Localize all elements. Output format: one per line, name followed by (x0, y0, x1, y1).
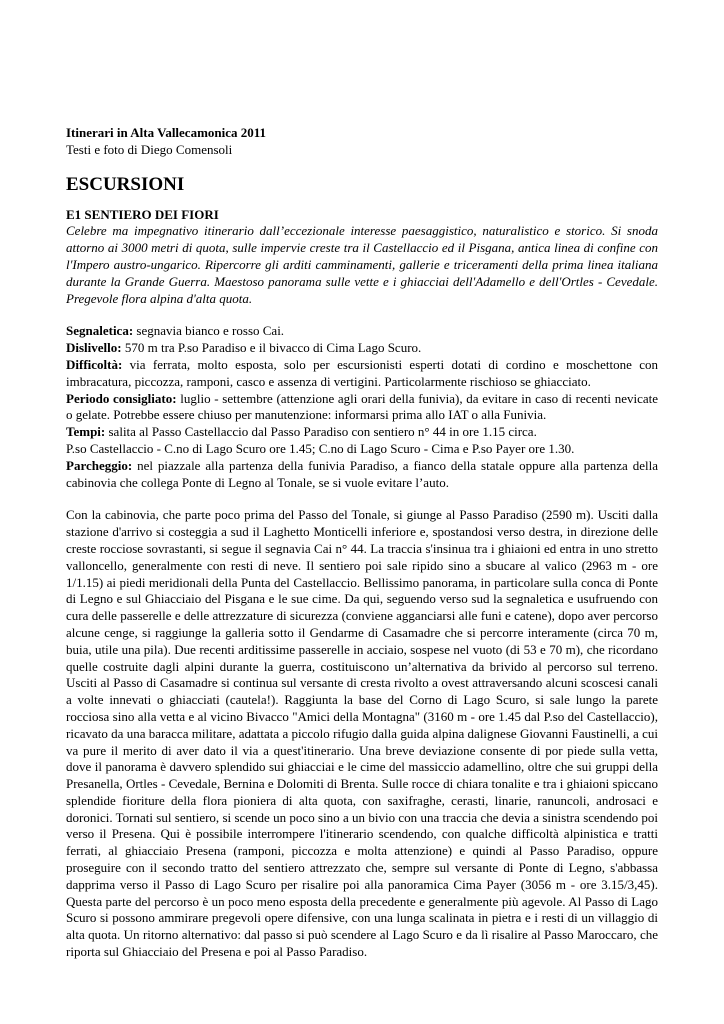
document-page (66, 125, 658, 961)
info-periodo (66, 391, 658, 425)
info-text: segnavia bianco e rosso Cai. (133, 323, 285, 339)
route-intro: Celebre ma impegnativo itinerario dall’eccezionale interesse paesaggistico, naturalistico e storico. Si snoda attorno ai 3000 metri di quota, sulle impervie creste tra il Castellaccio ed il Pisgana, antica linea di confine con l'Impero austro-ungarico. Ripercorre gli arditi camminamenti, gallerie e triceramenti della prima linea italiana durante la Grande Guerra. Maestoso panorama sulle vette e i ghiacciai dell'Adamello e dell'Ortles ‐ Cevedale. Pregevole flora alpina d'alta quota. (66, 223, 658, 306)
info-difficolta (66, 357, 658, 391)
info-label: Periodo consigliato: (66, 390, 177, 406)
spacer (66, 491, 658, 507)
info-parcheggio (66, 458, 658, 492)
info-dislivello (66, 340, 658, 357)
info-text: via ferrata, molto esposta, solo per escursionisti esperti dotati di cordino e moschettone con imbracatura, piccozza, ramponi, casco e assenza di vertigini. Particolarmente rischioso se ghiacciato. (66, 356, 658, 389)
route-description: Con la cabinovia, che parte poco prima del Passo del Tonale, si giunge al Passo Paradiso (2590 m). Usciti dalla stazione d'arrivo si costeggia a sud il Laghetto Monticelli inferiore e, spostandosi verso destra, in direzione delle creste rocciose sovrastanti, si segue il segnavia Cai n° 44. La traccia s'insinua tra i ghiaioni ed entra in uno stretto valloncello, generalmente con resti di neve. Il sentiero poi sale ripido sino a sbucare al valico (2963 m - ore 1/1.15) ai piedi meridionali della Punta del Castellaccio. Bellissimo panorama, in particolare sulla conca di Ponte di Legno e sul Ghiacciaio del Pisgana e le sue cime. Da qui, seguendo verso sud la segnaletica e usufruendo con cura delle passerelle e delle attrezzature di sicurezza (conviene agganciarsi alle funi e catene), dopo aver percorso alcune cenge, si raggiunge la galleria sotto il Gendarme di Casamadre che si percorre interamente (circa 70 m, buia, utile una pila). Due recenti arditissime passerelle in acciaio, sospese nel vuoto (di 53 e 70 m), che ricordano quelle costruite dagli alpini durante la guerra, costituiscono un’alternativa da brivido al percorso sul terreno. Usciti al Passo di Casamadre si continua sul versante di cresta rivolto a ovest attraversando alcuni scoscesi canali a volte innevati o ghiacciati (cautela!). Raggiunta la base del Corno di Lago Scuro, si sale lungo la parete rocciosa sino alla vetta e al vicino Bivacco "Amici della Montagna" (3160 m - ore 1.45 dal P.so del Castellaccio), ricavato da una baracca militare, adattata a piccolo rifugio dalla guida alpina dalignese Giovanni Faustinelli, a cui va pure il merito di aver dato il via a quest'itinerario. Una breve deviazione consente di por piede sulla vetta, dove il panorama è davvero splendido sui ghiacciai e le cime del massiccio adamellino, oltre che sui gruppi della Presanella, Ortles - Cevedale, Bernina e Dolomiti di Brenta. Sulle rocce di chiara tonalite e tra i ghiaioni spiccano splendide fioriture della flora pioniera di alta quota, con saxifraghe, cerasti, linarie, ranuncoli, androsaci e doronici. Tornati sul sentiero, si scende un poco sino a un bivio con una traccia che devia a sinistra scendendo poi verso il Presena. Qui è possibile interrompere l'itinerario scendendo, con qualche difficoltà alpinistica e tratti ferrati, al ghiacciaio Presena (ramponi, piccozza e molta attenzione) e quindi al Passo Paradiso, oppure proseguire con il secondo tratto del sentiero attrezzato che, sempre sul versante di Ponte di Legno, s'abbassa dapprima verso il Passo di Lago Scuro per risalire poi alla panoramica Cima Payer (3056 m ‐ ore 3.15/3,45). Questa parte del percorso è un poco meno esposta della precedente e generalmente più agevole. Al Passo di Lago Scuro si possono ammirare pregevoli opere difensive, con una lunga scalinata in pietra e i resti di un villaggio di alta quota. Un ritorno alternativo: dal passo si può scendere al Lago Scuro e da lì risalire al Passo Maroccaro, che riporta sul Ghiacciaio del Presena e poi al Passo Paradiso. (66, 507, 658, 960)
info-tempi (66, 424, 658, 441)
document-title: Itinerari in Alta Vallecamonica 2011 (66, 125, 267, 140)
info-segnaletica (66, 323, 658, 340)
spacer (66, 307, 658, 323)
info-text: P.so Castellaccio ‐ C.no di Lago Scuro ore 1.45; C.no di Lago Scuro ‐ Cima e P.so Payer ore 1.30. (66, 440, 575, 456)
info-text: 570 m tra P.so Paradiso e il bivacco di Cima Lago Scuro. (121, 340, 422, 356)
info-text: nel piazzale alla partenza della funivia Paradiso, a fianco della statale oppure alla partenza della cabinovia che collega Ponte di Legno al Tonale, se si vuole evitare l’auto. (66, 457, 658, 490)
info-label: Difficoltà: (66, 356, 123, 372)
info-label: Parcheggio: (66, 457, 133, 473)
document-subtitle: Testi e foto di Diego Comensoli (66, 141, 233, 157)
info-tempi-detail (66, 441, 658, 458)
section-title: ESCURSIONI (66, 173, 185, 195)
route-title: E1 SENTIERO DEI FIORI (66, 206, 219, 222)
info-label: Tempi: (66, 424, 106, 440)
info-text: luglio - settembre (attenzione agli orari della funivia), da evitare in caso di recenti nevicate o gelate. Potrebbe essere chiuso per manutenzione: informarsi prima allo IAT o alla Funivia. (66, 390, 658, 423)
info-label: Segnaletica: (66, 323, 134, 339)
info-label: Dislivello: (66, 340, 122, 356)
info-text: salita al Passo Castellaccio dal Passo Paradiso con sentiero n° 44 in ore 1.15 circa. (105, 424, 537, 440)
